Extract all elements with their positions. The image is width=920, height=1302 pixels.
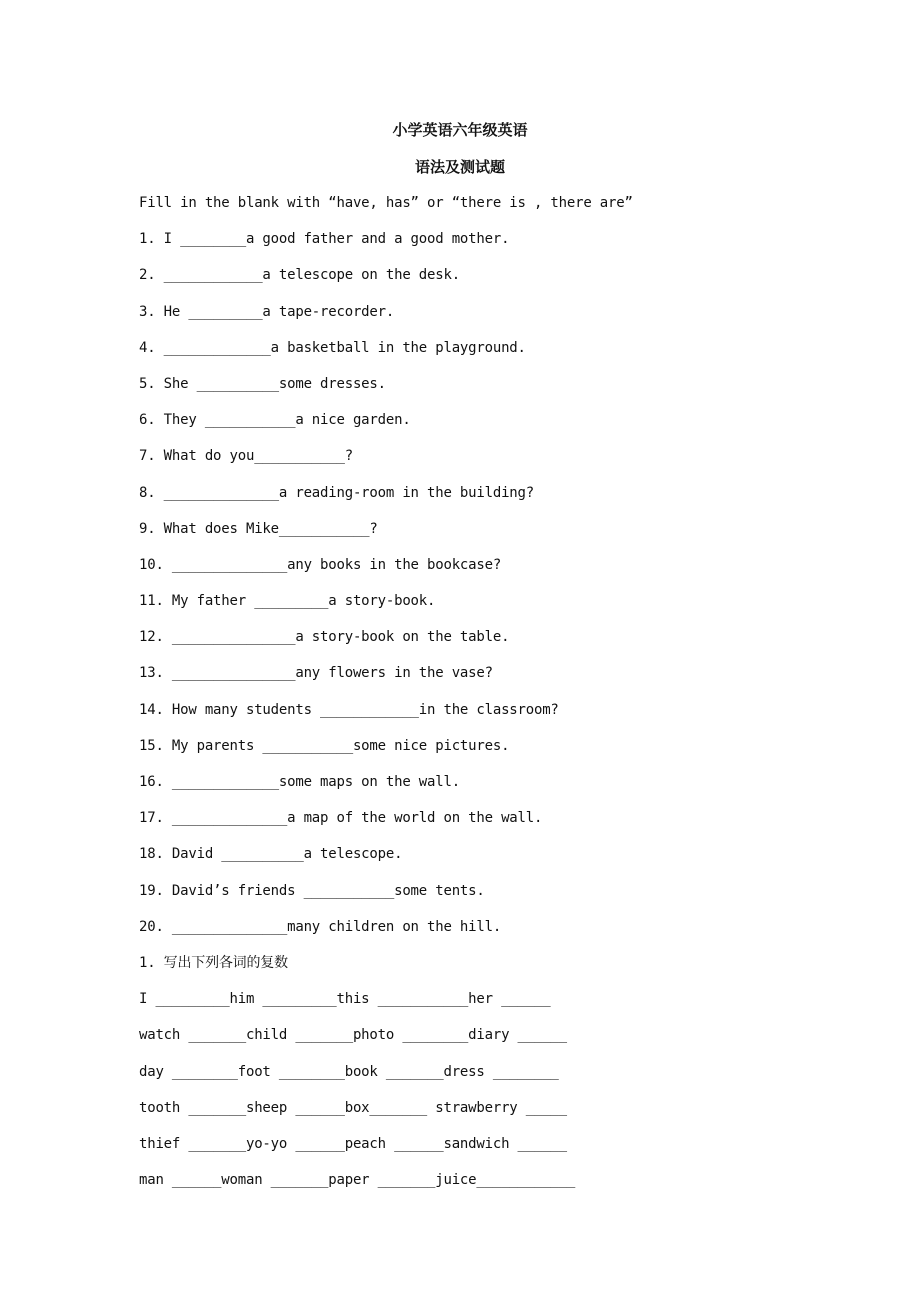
exercise-list	[139, 193, 879, 1206]
question-line-18: 18. David __________a telescope.	[139, 846, 403, 863]
question-line-5: 5. She __________some dresses.	[139, 375, 386, 392]
question-line-4: 4. _____________a basketball in the playground.	[139, 339, 526, 356]
question-line-11: 11. My father _________a story-book.	[139, 593, 436, 610]
question-line-12: 12. _______________a story-book on the table.	[139, 629, 510, 646]
plural-section-heading: 1. 写出下列各词的复数	[139, 954, 288, 971]
question-line-2: 2. ____________a telescope on the desk.	[139, 267, 460, 284]
question-line-3: 3. He _________a tape-recorder.	[139, 303, 395, 320]
question-line-6: 6. They ___________a nice garden.	[139, 412, 411, 429]
question-line-16: 16. _____________some maps on the wall.	[139, 774, 460, 790]
instruction-line: Fill in the blank with “have, has” or “there is , there are”	[139, 195, 633, 211]
plural-row-1: I _________him _________this ___________her ______	[139, 991, 551, 1008]
question-line-19: 19. David’s friends ___________some tents.	[139, 882, 485, 899]
question-line-9: 9. What does Mike___________?	[139, 520, 378, 537]
question-line-17: 17. ______________a map of the world on the wall.	[139, 810, 543, 827]
question-line-14: 14. How many students ____________in the classroom?	[139, 701, 559, 718]
question-line-13: 13. _______________any flowers in the vase?	[139, 665, 493, 682]
question-line-8: 8. ______________a reading-room in the building?	[139, 484, 534, 501]
question-line-15: 15. My parents ___________some nice pictures.	[139, 737, 510, 754]
question-line-20: 20. ______________many children on the hill.	[139, 918, 502, 935]
question-line-7: 7. What do you___________?	[139, 448, 353, 465]
plural-row-3: day ________foot ________book _______dress ________	[139, 1063, 559, 1080]
question-line-1: 1. I ________a good father and a good mother.	[139, 231, 510, 248]
plural-row-2: watch _______child _______photo ________diary ______	[139, 1027, 567, 1044]
plural-row-6: man ______woman _______paper _______juice____________	[139, 1172, 576, 1189]
plural-row-5: thief _______yo-yo ______peach ______sandwich ______	[139, 1135, 567, 1152]
plural-row-4: tooth _______sheep ______box_______ strawberry _____	[139, 1099, 567, 1116]
document-title: 小学英语六年级英语	[392, 121, 528, 139]
document-subtitle: 语法及测试题	[414, 158, 505, 176]
question-line-10: 10. ______________any books in the bookcase?	[139, 556, 502, 573]
